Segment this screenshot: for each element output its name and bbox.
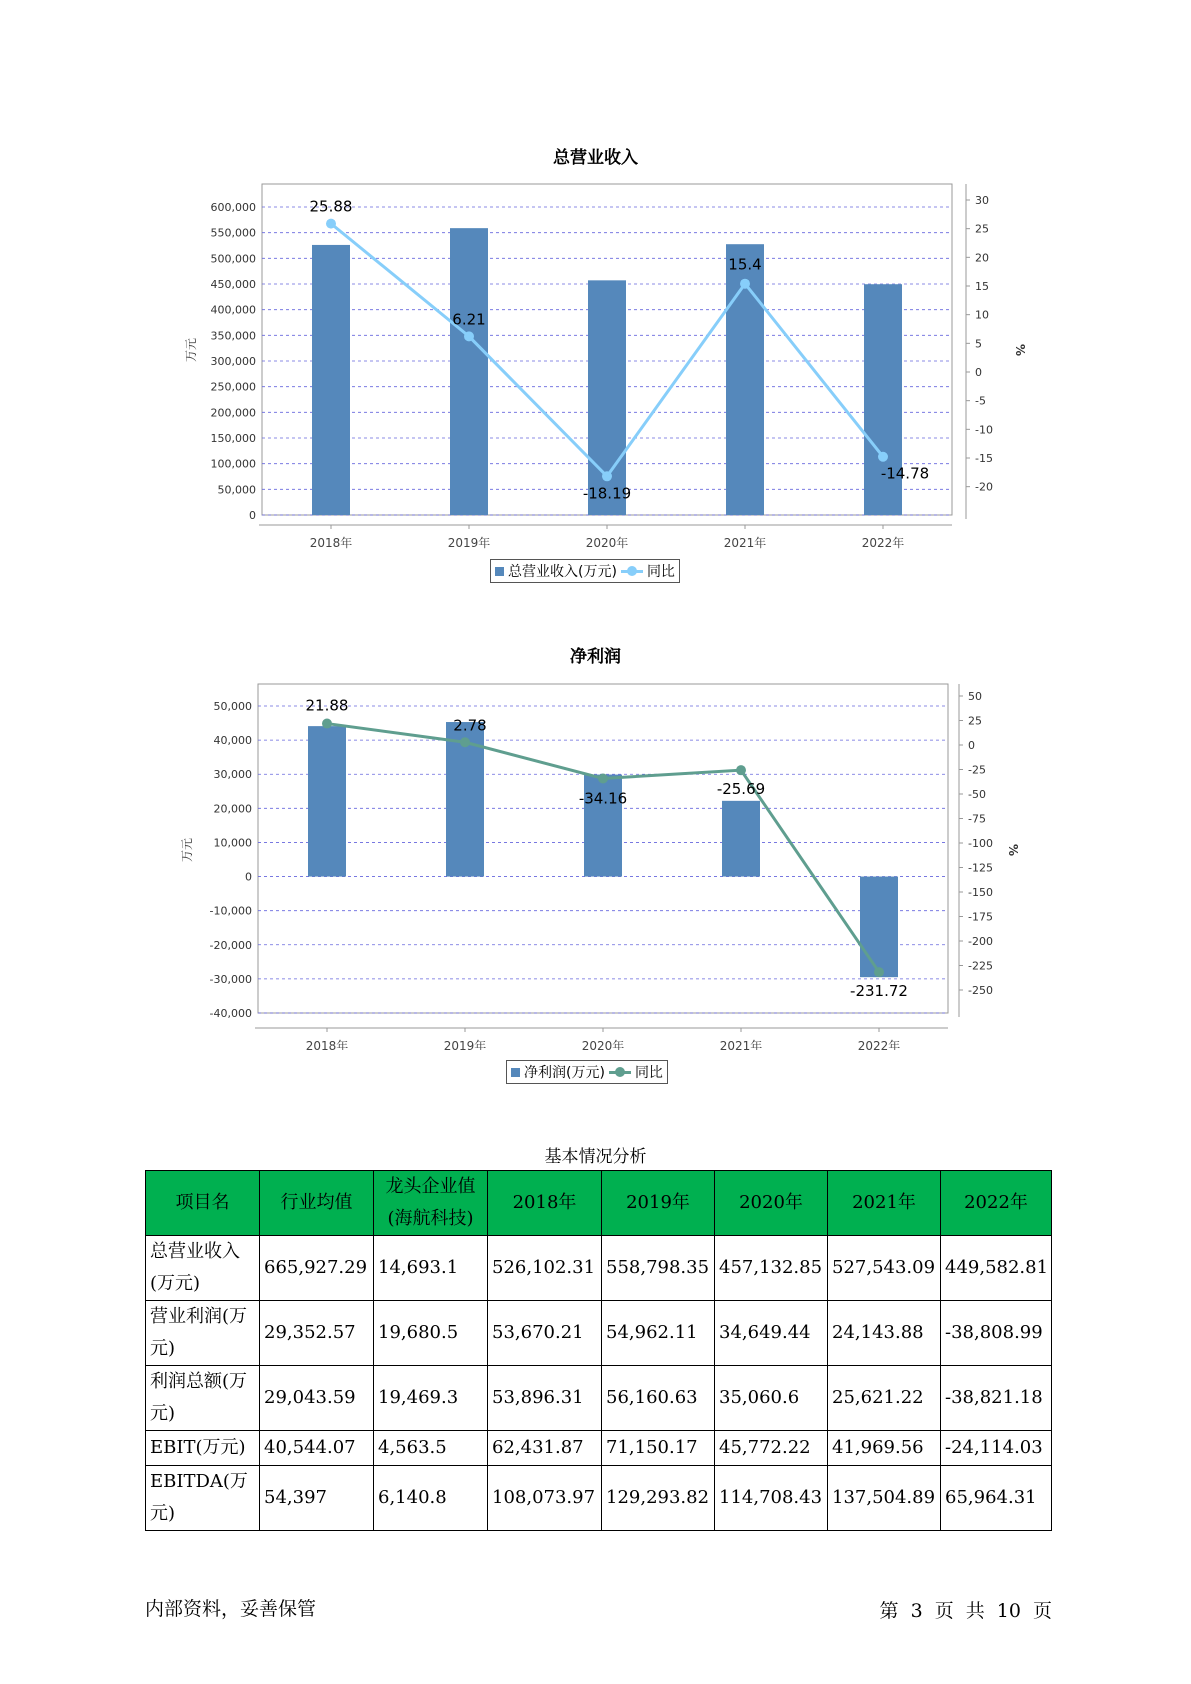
y-tick-label: 30,000 [213, 768, 252, 782]
y2-tick-label: -225 [968, 959, 993, 973]
table-cell: 14,693.1 [374, 1236, 488, 1301]
line-legend-swatch [621, 566, 643, 576]
y-tick-label: 300,000 [210, 355, 256, 368]
y-tick-label: 550,000 [210, 226, 256, 240]
table-cell: 45,772.22 [715, 1431, 828, 1466]
header-cell: 2021年 [828, 1171, 941, 1236]
bar [312, 245, 350, 515]
yoy-point [598, 773, 608, 783]
yoy-point [602, 471, 612, 481]
revenue-chart [0, 170, 1191, 550]
table-cell: 526,102.31 [488, 1236, 602, 1301]
table-cell: 114,708.43 [715, 1466, 828, 1531]
y-tick-label: 600,000 [210, 201, 256, 214]
y-tick-label: 150,000 [210, 432, 256, 445]
y2-tick-label: 5 [975, 337, 982, 351]
y-tick-label: -10,000 [209, 904, 252, 918]
legend-line-label: 同比 [634, 1065, 663, 1081]
table-cell: 6,140.8 [374, 1466, 488, 1531]
chart-title-net-profit: 净利润 [570, 647, 621, 667]
y2-tick-label: -25 [968, 763, 986, 777]
table-row [146, 1301, 1052, 1366]
legend-line-label: 同比 [646, 564, 675, 580]
chart-title-revenue: 总营业收入 [553, 148, 638, 168]
table-cell: 457,132.85 [715, 1236, 828, 1301]
table-caption: 基本情况分析 [544, 1147, 647, 1167]
data-label: -18.19 [582, 484, 632, 503]
table-row [146, 1431, 1052, 1466]
bar [722, 801, 760, 877]
table-cell: 62,431.87 [488, 1431, 602, 1466]
table-cell: 449,582.81 [941, 1236, 1052, 1301]
table-cell: 19,469.3 [374, 1366, 488, 1431]
data-label: 2.78 [453, 716, 487, 735]
yoy-point [460, 737, 470, 747]
table-cell: -38,821.18 [941, 1366, 1052, 1431]
line-legend-swatch [609, 1067, 631, 1077]
table-cell: 558,798.35 [602, 1236, 715, 1301]
y2-tick-label: -20 [975, 480, 993, 494]
table-cell: 53,670.21 [488, 1301, 602, 1366]
y2-tick-label: 50 [968, 690, 982, 703]
row-label: 总营业收入(万元) [146, 1236, 260, 1301]
y2-tick-label: 15 [975, 280, 989, 293]
table-cell: 108,073.97 [488, 1466, 602, 1531]
bar [860, 877, 898, 978]
y-tick-label: 100,000 [210, 457, 256, 471]
table-cell: 71,150.17 [602, 1431, 715, 1466]
header-cell: 2018年 [488, 1171, 602, 1236]
y-tick-label: 250,000 [210, 380, 256, 394]
y2-tick-label: 25 [968, 714, 982, 728]
x-tick-label: 2019年 [447, 536, 491, 550]
table-cell: -38,808.99 [941, 1301, 1052, 1366]
y2-tick-label: 25 [975, 222, 989, 236]
y-tick-label: 350,000 [210, 329, 256, 343]
y-tick-label: 40,000 [213, 734, 252, 748]
x-tick-label: 2018年 [305, 1039, 349, 1050]
y2-tick-label: -5 [975, 394, 986, 408]
y2-tick-label: -125 [968, 861, 993, 875]
table-cell: 41,969.56 [828, 1431, 941, 1466]
table-cell: 54,397 [260, 1466, 374, 1531]
y2-tick-label: -250 [968, 984, 993, 997]
header-cell: 行业均值 [260, 1171, 374, 1236]
y2-tick-label: -10 [975, 423, 993, 437]
data-label: 15.4 [728, 255, 762, 274]
y2-tick-label: 10 [975, 308, 989, 322]
y-axis-title: 万元 [184, 337, 198, 363]
table-cell: 53,896.31 [488, 1366, 602, 1431]
bar-legend-swatch [511, 1068, 520, 1077]
table-cell: 29,352.57 [260, 1301, 374, 1366]
table-row [146, 1236, 1052, 1301]
table-cell: 129,293.82 [602, 1466, 715, 1531]
table-cell: 665,927.29 [260, 1236, 374, 1301]
x-tick-label: 2020年 [581, 1039, 625, 1050]
header-cell: 2022年 [941, 1171, 1052, 1236]
yoy-point [736, 765, 746, 775]
x-tick-label: 2022年 [857, 1039, 901, 1050]
y2-tick-label: -150 [968, 886, 993, 899]
table-header-row [146, 1171, 1052, 1236]
y2-tick-label: 0 [975, 366, 982, 379]
y-tick-label: 0 [249, 509, 256, 522]
y2-tick-label: -75 [968, 812, 986, 826]
yoy-point [326, 219, 336, 229]
header-cell: 2019年 [602, 1171, 715, 1236]
footer-page-number: 第 3 页 共 10 页 [879, 1600, 1052, 1622]
row-label: 利润总额(万元) [146, 1366, 260, 1431]
data-label: 21.88 [305, 696, 349, 715]
table-cell: 4,563.5 [374, 1431, 488, 1466]
y-tick-label: 450,000 [210, 278, 256, 291]
bar [308, 726, 346, 876]
data-label: -25.69 [716, 780, 766, 799]
x-tick-label: 2021年 [719, 1039, 763, 1050]
table-cell: 56,160.63 [602, 1366, 715, 1431]
table-cell: 65,964.31 [941, 1466, 1052, 1531]
yoy-point [874, 967, 884, 977]
yoy-point [878, 452, 888, 462]
y-tick-label: 50,000 [213, 700, 252, 713]
y-tick-label: 50,000 [217, 483, 256, 497]
table-cell: 25,621.22 [828, 1366, 941, 1431]
legend-bar-label: 总营业收入(万元) [508, 564, 617, 580]
data-label: -34.16 [578, 789, 628, 808]
footer-confidential-note: 内部资料，妥善保管 [145, 1598, 317, 1620]
row-label: EBIT(万元) [146, 1431, 260, 1466]
yoy-point [464, 331, 474, 341]
net-profit-chart [0, 670, 1191, 1050]
table-cell: 24,143.88 [828, 1301, 941, 1366]
y-tick-label: 200,000 [210, 406, 256, 420]
revenue-chart-legend [490, 559, 680, 583]
table-row [146, 1366, 1052, 1431]
y-tick-label: -30,000 [209, 972, 252, 986]
data-label: -14.78 [880, 464, 930, 483]
data-label: 6.21 [452, 310, 486, 329]
header-cell: 项目名 [146, 1171, 260, 1236]
y2-tick-label: 0 [968, 739, 975, 752]
table-cell: 19,680.5 [374, 1301, 488, 1366]
yoy-point [740, 279, 750, 289]
y2-tick-label: -200 [968, 935, 993, 948]
table-cell: -24,114.03 [941, 1431, 1052, 1466]
bar [450, 228, 488, 515]
header-cell: 2020年 [715, 1171, 828, 1236]
y2-tick-label: -175 [968, 910, 993, 924]
y-tick-label: -20,000 [209, 938, 252, 952]
table-row [146, 1466, 1052, 1531]
y-tick-label: 0 [245, 870, 252, 884]
legend-bar-label: 净利润(万元) [524, 1065, 605, 1081]
x-tick-label: 2018年 [309, 536, 353, 550]
y2-axis-title: % [1006, 843, 1020, 857]
row-label: 营业利润(万元) [146, 1301, 260, 1366]
header-cell: 龙头企业值(海航科技) [374, 1171, 488, 1236]
y2-tick-label: -50 [968, 788, 986, 801]
table-cell: 54,962.11 [602, 1301, 715, 1366]
row-label: EBITDA(万元) [146, 1466, 260, 1531]
yoy-point [322, 719, 332, 729]
y-tick-label: 20,000 [213, 802, 252, 816]
bar-legend-swatch [495, 567, 504, 576]
y-tick-label: 500,000 [210, 252, 256, 266]
data-label: -231.72 [850, 982, 908, 1001]
y-tick-label: 400,000 [210, 303, 256, 317]
x-tick-label: 2020年 [585, 536, 629, 550]
basic-analysis-table [145, 1170, 1052, 1531]
x-tick-label: 2021年 [723, 536, 767, 550]
table-cell: 35,060.6 [715, 1366, 828, 1431]
data-label: 25.88 [309, 197, 353, 216]
table-cell: 40,544.07 [260, 1431, 374, 1466]
x-tick-label: 2019年 [443, 1039, 487, 1050]
x-tick-label: 2022年 [861, 536, 905, 550]
y-axis-title: 万元 [180, 837, 194, 863]
y2-tick-label: -100 [968, 837, 993, 850]
net-profit-chart-legend [506, 1060, 668, 1084]
y2-axis-title: % [1013, 343, 1027, 357]
y2-tick-label: 20 [975, 251, 989, 265]
y2-tick-label: -15 [975, 452, 993, 465]
table-cell: 137,504.89 [828, 1466, 941, 1531]
y-tick-label: 10,000 [213, 836, 252, 850]
table-cell: 29,043.59 [260, 1366, 374, 1431]
table-cell: 34,649.44 [715, 1301, 828, 1366]
y-tick-label: -40,000 [209, 1007, 252, 1020]
y2-tick-label: 30 [975, 194, 989, 207]
table-cell: 527,543.09 [828, 1236, 941, 1301]
